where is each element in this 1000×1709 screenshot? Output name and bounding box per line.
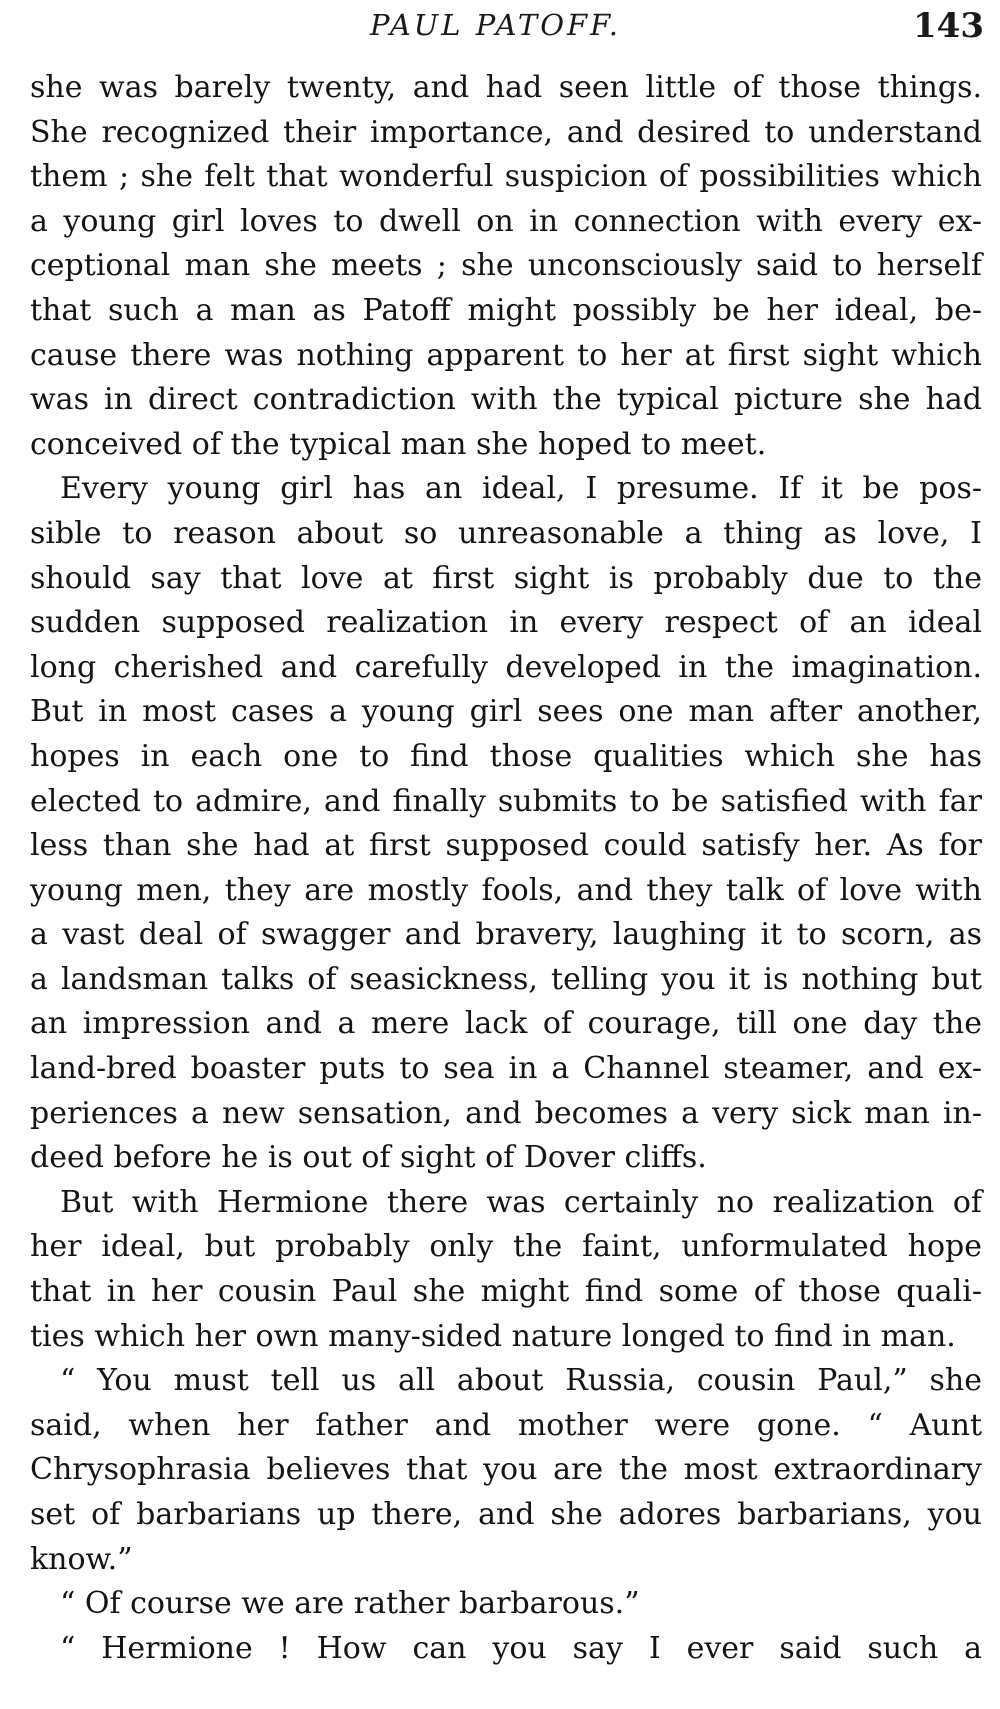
text-line: “ Hermione ! How can you say I ever said such a <box>60 1630 982 1666</box>
text-line: “ Of course we are rather barbarous.” <box>60 1586 640 1622</box>
page-number: 143 <box>913 6 984 46</box>
paragraph <box>30 1582 982 1627</box>
text-line: her ideal, but probably only the faint, unformulated hope <box>30 1229 982 1265</box>
text-line: set of barbarians up there, and she adores barbarians, you <box>30 1497 982 1532</box>
text-line: an impression and a mere lack of courage, till one day the <box>30 1006 982 1042</box>
body-text <box>30 66 982 1671</box>
text-line: a landsman talks of seasickness, telling you it is nothing but <box>30 961 982 997</box>
text-line: that in her cousin Paul she might find some of those quali- <box>30 1274 982 1310</box>
text-line: cause there was nothing apparent to her at first sight which <box>30 337 982 373</box>
text-line: Every young girl has an ideal, I presume. If it be pos- <box>60 471 982 507</box>
text-line: hopes in each one to find those qualities which she has <box>30 738 982 774</box>
text-line: that such a man as Patoff might possibly be her ideal, be- <box>30 292 982 328</box>
text-line: ceptional man she meets ; she unconsciously said to herself <box>30 248 982 284</box>
text-line: long cherished and carefully developed in the imagination. <box>30 649 982 685</box>
text-line: land-bred boaster puts to sea in a Channel steamer, and ex- <box>30 1051 982 1087</box>
text-line: deed before he is out of sight of Dover cliffs. <box>30 1140 707 1176</box>
text-line: less than she had at first supposed could satisfy her. As for <box>30 828 982 864</box>
paragraph <box>30 467 982 1181</box>
text-line: But with Hermione there was certainly no realization of <box>60 1184 982 1220</box>
text-line: young men, they are mostly fools, and they talk of love with <box>30 872 982 908</box>
text-line: was in direct contradiction with the typical picture she had <box>30 382 982 418</box>
running-title: PAUL PATOFF. <box>370 8 621 42</box>
text-line: a young girl loves to dwell on in connection with every ex- <box>30 203 982 239</box>
text-line: ties which her own many-sided nature longed to find in man. <box>30 1318 956 1354</box>
paragraph <box>30 66 982 467</box>
text-line: she was barely twenty, and had seen little of those things. <box>30 70 982 105</box>
text-line: elected to admire, and finally submits to be satisfied with far <box>30 783 982 819</box>
text-line: periences a new sensation, and becomes a very sick man in- <box>30 1095 982 1131</box>
text-line: a vast deal of swagger and bravery, laughing it to scorn, as <box>30 917 982 953</box>
paragraph <box>30 1627 982 1672</box>
text-line: Chrysophrasia believes that you are the most extraordinary <box>30 1452 982 1488</box>
text-line: sible to reason about so unreasonable a thing as love, I <box>30 515 982 551</box>
text-line: But in most cases a young girl sees one man after another, <box>30 694 982 730</box>
text-line: sudden supposed realization in every respect of an ideal <box>30 605 982 641</box>
text-line: said, when her father and mother were gone. “ Aunt <box>30 1407 982 1443</box>
text-line: should say that love at first sight is probably due to the <box>30 560 982 596</box>
text-line: them ; she felt that wonderful suspicion of possibilities which <box>30 159 982 195</box>
text-line: know.” <box>30 1541 133 1577</box>
running-head <box>0 6 1000 52</box>
text-line: conceived of the typical man she hoped to meet. <box>30 426 767 462</box>
paragraph <box>30 1359 982 1582</box>
text-line: “ You must tell us all about Russia, cousin Paul,” she <box>60 1363 982 1399</box>
paragraph <box>30 1181 982 1359</box>
text-line: She recognized their importance, and desired to understand <box>30 114 982 150</box>
